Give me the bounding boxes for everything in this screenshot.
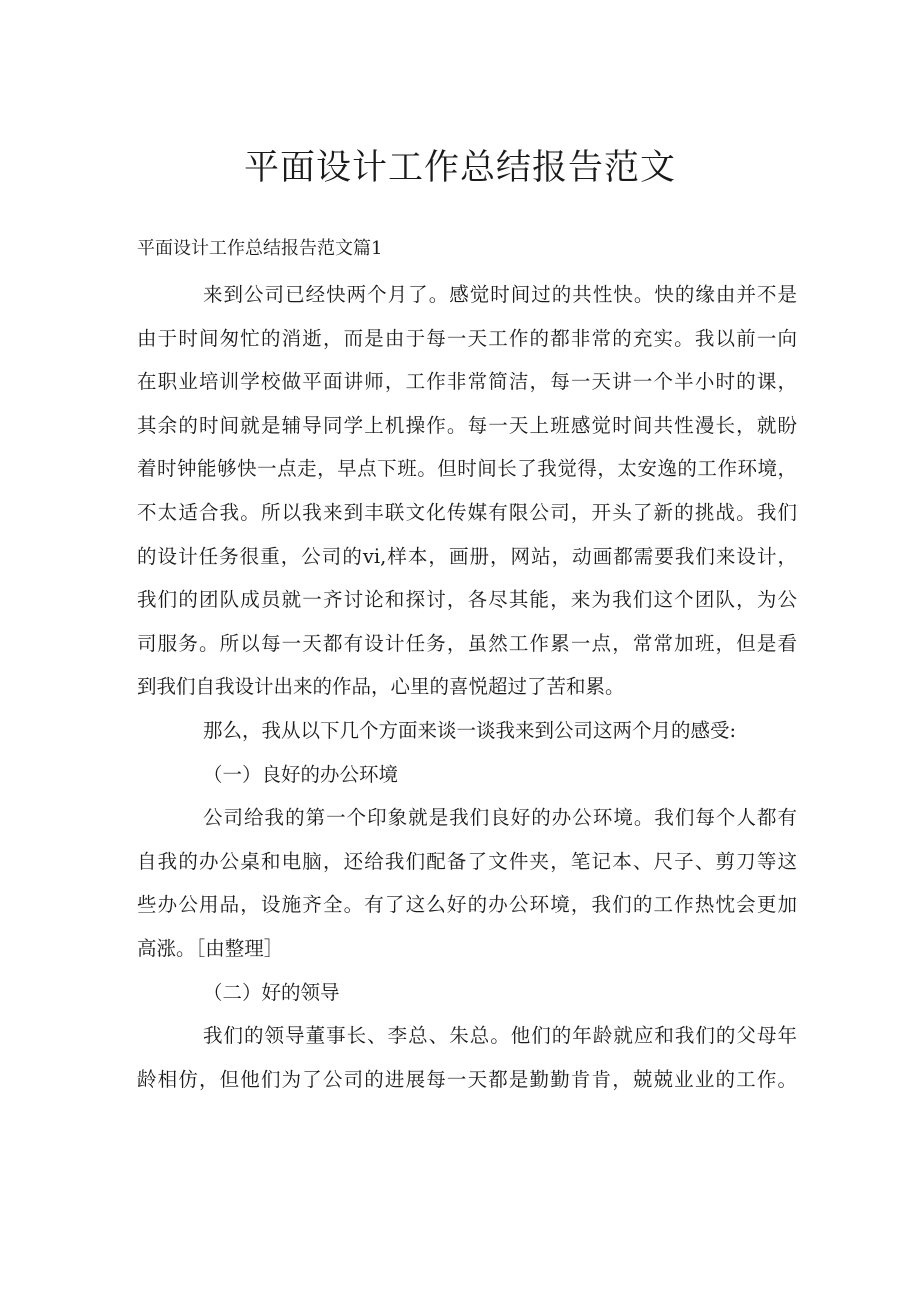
paragraph-1-line-3: 在职业培训学校做平面讲师，工作非常简洁，每一天讲一个半小时的课， <box>137 370 797 394</box>
subheading-office-environment: （一）良好的办公环境 <box>203 762 399 786</box>
paragraph-3-line-2: 自我的办公桌和电脑，还给我们配备了文件夹，笔记本、尺子、剪刀等这 <box>137 849 797 873</box>
subheading-good-leaders: （二）好的领导 <box>203 980 340 1004</box>
paragraph-1-line-6: 不太适合我。所以我来到丰联文化传媒有限公司，开头了新的挑战。我们 <box>137 500 797 524</box>
paragraph-4-line-1: 我们的领导董事长、李总、朱总。他们的年龄就应和我们的父母年 <box>203 1024 797 1048</box>
section-heading: 平面设计工作总结报告范文篇1 <box>137 238 383 259</box>
paragraph-3-line-1: 公司给我的第一个印象就是我们良好的办公环境。我们每个人都有 <box>203 806 797 830</box>
paragraph-1-line-10: 到我们自我设计出来的作品，心里的喜悦超过了苦和累。 <box>137 675 625 699</box>
paragraph-1-line-4: 其余的时间就是辅导同学上机操作。每一天上班感觉时间共性漫长，就盼 <box>137 413 797 437</box>
paragraph-2-line-1: 那么，我从以下几个方面来谈一谈我来到公司这两个月的感受: <box>203 718 737 742</box>
document-title: 平面设计工作总结报告范文 <box>243 148 676 188</box>
paragraph-1-line-8: 我们的团队成员就一齐讨论和探讨，各尽其能，来为我们这个团队，为公 <box>137 588 797 612</box>
paragraph-4-line-2: 龄相仿，但他们为了公司的进展每一天都是勤勤肯肯，兢兢业业的工作。 <box>137 1067 797 1091</box>
paragraph-1-line-1: 来到公司已经快两个月了。感觉时间过的共性快。快的缘由并不是 <box>203 283 797 306</box>
paragraph-1-line-9: 司服务。所以每一天都有设计任务，虽然工作累一点，常常加班，但是看 <box>137 631 797 655</box>
paragraph-3-line-4: 高涨。［由整理］ <box>137 936 284 960</box>
paragraph-1-line-5: 着时钟能够快一点走，早点下班。但时间长了我觉得，太安逸的工作环境， <box>137 457 797 481</box>
body-text <box>137 273 797 1101</box>
paragraph-1-line-7: 的设计任务很重，公司的vi,样本，画册，网站，动画都需要我们来设计， <box>137 544 797 568</box>
paragraph-1-line-2: 由于时间匆忙的消逝，而是由于每一天工作的都非常的充实。我以前一向 <box>137 326 797 350</box>
paragraph-3-line-3: 些办公用品，设施齐全。有了这么好的办公环境，我们的工作热忱会更加 <box>137 893 797 917</box>
